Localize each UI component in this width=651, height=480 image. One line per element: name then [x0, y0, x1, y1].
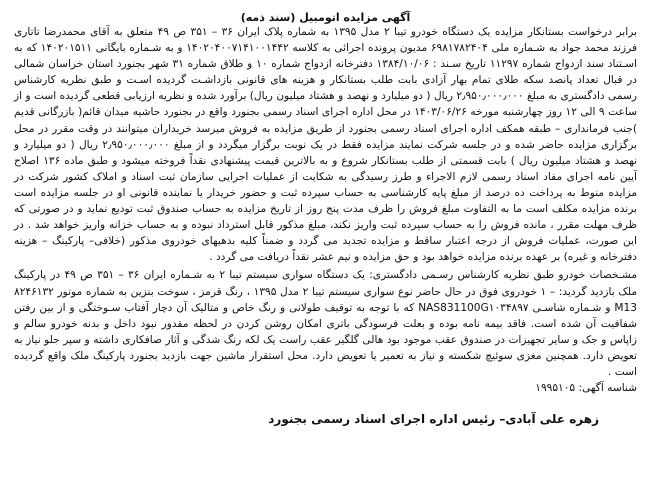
notice-id-line: [14, 380, 637, 396]
notice-title: آگهی مزایده اتومبیل (سند ذمه): [240, 11, 411, 24]
notice-paragraph-main: برابر درخواست بستانکار مزایده یک دستگاه خودرو تیبا ۲ مدل ۱۳۹۵ به شماره پلاک ایران ۳۶ – ۳۵۱ ص ۴۹ متعلق به آقای محمدرضا تاتاری فرزند محمد جواد به شـماره ملی ۶۹۸۱۷۸۲۴۰۴ مدیون پرونده اجرائی به کلاسه ۱۴۰۲۰۴۰۰۷۱۴۱۰۰۱۴۴۲ و به شـماره بایگانی ۱۴۰۲۰۱۵۱۱ که به اسـتناد سند ازدواج شماره ۱۱۲۹۷ تاریخ سـند : ۱۳۸۴/۱۰/۰۶ دفترخانه ازدواج شماره ۱۰ و طلاق شماره ۳۱ شهر بجنورد استان خراسان شمالی در قبال تعداد پانصد سکه طلای تمام بهار آزادی بابت طلب بستانکار و هزینه های قانونی بازداشـت گردیده اسـت و طبق نظریه کارشناس رسمی دادگستری به مبلغ ۲٫۹۵۰٫۰۰۰٫۰۰۰ ریال ( دو میلیارد و نهصد و هشتاد میلیون ریال) برآورد شده و نظریه ارزیابی قطعی گردیده است و از ساعت ۹ الی ۱۲ روز چهارشنبه مورخه ۱۴۰۳/۰۶/۲۶ در محل اداره اجرای اسناد رسمی بجنورد واقع در بجنورد حاشیه میدان قائم( بازرگانی قدیم )جنب فرمانداری – طبقه همکف اداره اجرای اسناد رسمی بجنورد از طریق مزایده به فروش میرسد خریداران میتوانند در وقت مقرر در محل برگزاری مزایده حاضر شده و در جلسه شرکت نمایند مزایده فقط در یک نوبت برگزار میگردد و از مبلغ ۲٫۹۵۰٫۰۰۰٫۰۰۰ ریال ( دو میلیارد و نهصد و هشتاد میلیون ریال ) بابت قسمتی از طلب بستانکار شروع و به بالاترین قیمت پیشنهادی نقداً فروخته میشود و طبق ماده ۱۳۶ اصلاح آیین نامه اجرای مفاد اسناد رسمی لازم الاجراء و طرز رسیدگی به شکایت از عملیات اجرایی سازمان ثبت اسناد و املاک کشور شرکت در مزایده منوط به پرداخت ده درصد از مبلغ پایه کارشناسی به حساب سپرده ثبت و حضور خریدار یا نماینده قانونی او در جلسه مزایده است برنده مزایده مکلف است ما به التفاوت مبلغ فروش را ظرف مدت پنج روز از تاریخ مزایده به حساب صندوق ثبت تودیع نماید و در صورتی که ظرف مهلت مقرر ، مانده فروش را به حساب سپرده ثبت واریز نکند، مبلغ مذکور قابل استرداد نبوده و به حساب خزانه واریز خواهد شد . در این صورت، عملیات فروش از درجه اعتبار ساقط و مزایده تجدید می گردد و ضمناً کلیه بدهیهای خودروی مذکور (خلافی– پارکینگ – هزینه دفترخانه و غیره) بر عهده برنده مزایده خواهد بود و حق مزایده و نیم عشر نقداً دریافت می گردد .: [14, 26, 638, 264]
notice-id-label: شناسه آگهی:: [578, 382, 637, 395]
notice-id-value: ۱۹۹۵۱۰۵: [535, 382, 576, 395]
notice-paragraph-vehicle-specs: مشـخصات خودرو طبق نظریه کارشناس رسـمی دادگستری: یک دستگاه سواری سیستم تیبا ۲ به شـماره ایران ۳۶ – ۳۵۱ ص ۴۹ در پارکینگ ملک بازدید گردید: – ۱ خودروی فوق در حال حاضر نوع سواری سیستم تیبا ۲ مدل ۱۳۹۵ ، رنگ قرمز ، سوخت بنزین به شماره موتور ۸۲۴۶۱۳۲ M13 و شـماره شاسـی NAS831100G۱۰۳۴۸۹۷ که با توجه به توقیف طولانی و رنگ خاص و متالیک آن دچار آفتاب سـوختگی و از بین رفتن شفافیت آن شده است. فاقد بیمه نامه بوده و بعلت فرسودگی باتری امکان روشن کردن در لحظه مقدور نبود داخل و بدنه خودرو سالم و زاپاس و جک و سایر تجهیزات در صندوق عقب موجود بود هالی گلگیر عقب راست یک لکه رنگ شدگی و آثار صافکاری داشته و سپر جلو نیاز به تعویض دارد. همچنین مغزی سوئیچ شکسته و نیاز به تعمیر یا تعویض دارد. محل استقرار ماشین جهت بازدید بجنورد پارکینگ ملک واقع گردیده است .: [14, 269, 638, 378]
title-row: [14, 6, 637, 22]
signature: زهره علی آبادی– رئیس اداره اجرای اسناد رسمی بجنورد: [268, 412, 599, 427]
